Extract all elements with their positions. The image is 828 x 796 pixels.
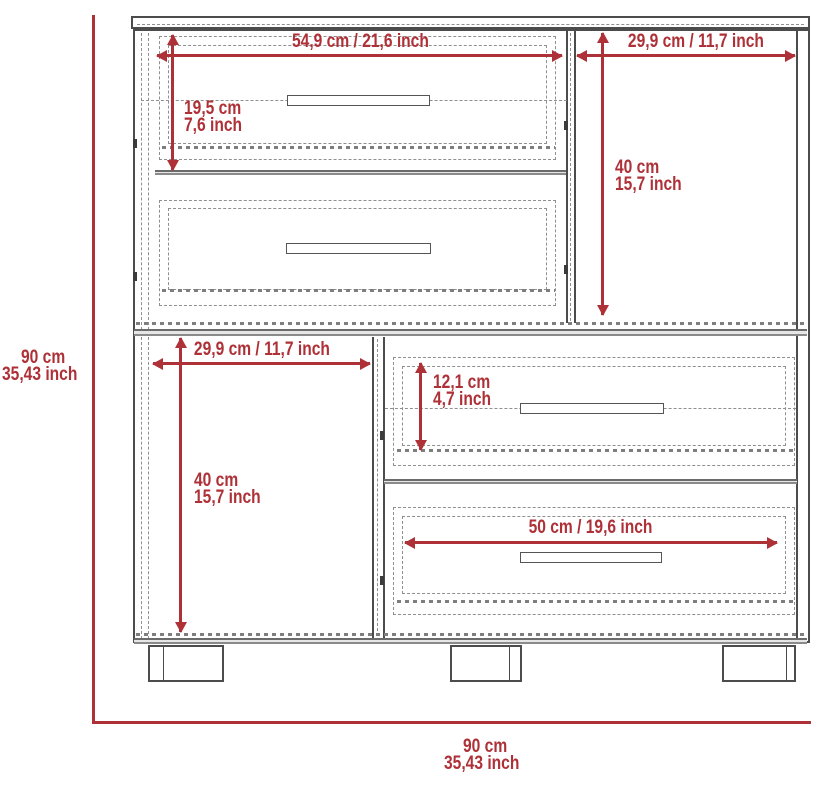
cam-lock-mark xyxy=(380,431,384,440)
drawer-top-left-1-bottom-dashed-edge xyxy=(162,146,555,149)
cabinet-top-panel xyxy=(131,16,810,29)
drawer-handle xyxy=(286,243,431,254)
dimension-arrow-top-right-compartment-height xyxy=(601,33,604,315)
top-left-drawer-width-label: 54,9 cm / 21,6 inch xyxy=(291,31,429,52)
bottom-right-bottom-drawer-width-label: 50 cm / 19,6 inch xyxy=(529,517,653,538)
right-panel-inner-line xyxy=(796,29,798,643)
drawer-bottom-right-1-bottom-dashed-edge xyxy=(397,449,794,452)
overall-width-extent-line xyxy=(92,721,811,724)
cam-lock-mark xyxy=(564,265,568,274)
base-panel xyxy=(134,638,807,644)
top-right-compartment-height-label: 40 cm 15,7 inch xyxy=(615,157,682,195)
drawer-top-left-2-bottom-dashed-edge xyxy=(162,289,555,292)
bottom-divider-panel-line xyxy=(372,337,374,643)
cam-lock-mark xyxy=(133,272,137,281)
top-divider-dashed-line xyxy=(570,33,571,321)
dimension-arrow-bottom-right-top-drawer-height xyxy=(419,363,422,450)
middle-shelf xyxy=(134,329,807,336)
base-dashed-edge xyxy=(136,633,806,636)
left-panel-dashed-line xyxy=(141,33,142,639)
dimension-arrow-bottom-right-bottom-drawer-width xyxy=(405,541,777,544)
dimension-arrow-top-right-compartment-width xyxy=(577,54,795,57)
bottom-divider-dashed-line xyxy=(377,339,378,641)
overall-width-label: 90 cm 35,43 inch xyxy=(444,736,520,774)
top-divider-panel-line xyxy=(566,29,568,323)
bottom-left-compartment-height-label: 40 cm 15,7 inch xyxy=(194,470,261,508)
drawer-separator xyxy=(155,170,566,175)
cabinet-foot-right-edge-line xyxy=(786,647,787,680)
cabinet-foot-left-edge-line xyxy=(163,647,164,680)
drawer-bottom-right-2-bottom-dashed-edge xyxy=(397,600,794,603)
dimension-arrow-top-left-drawer-width xyxy=(157,54,562,57)
cabinet-foot-right xyxy=(722,645,796,682)
top-right-compartment-width-label: 29,9 cm / 11,7 inch xyxy=(628,31,764,52)
cam-lock-mark xyxy=(133,139,137,148)
cabinet-foot-left xyxy=(148,645,224,682)
cabinet-foot-middle xyxy=(450,645,522,682)
drawer-handle xyxy=(520,403,664,414)
middle-shelf-dashed-edge xyxy=(136,322,806,325)
overall-height-label: 90 cm 35,43 inch xyxy=(2,347,78,385)
cam-lock-mark xyxy=(380,576,384,585)
top-panel-dashed-edge xyxy=(137,24,804,25)
dimension-arrow-bottom-left-compartment-height xyxy=(179,338,182,632)
dimension-arrow-top-left-drawer-height xyxy=(171,35,174,170)
drawer-handle xyxy=(287,95,430,106)
cabinet-foot-middle-edge-line xyxy=(509,647,510,680)
drawer-handle xyxy=(520,552,662,563)
bottom-left-compartment-width-label: 29,9 cm / 11,7 inch xyxy=(194,339,330,360)
top-left-drawer-height-label: 19,5 cm 7,6 inch xyxy=(184,98,243,136)
cam-lock-mark xyxy=(564,121,568,130)
drawer-separator xyxy=(384,479,797,484)
bottom-divider-panel-line xyxy=(383,337,385,643)
bottom-right-top-drawer-height-label: 12,1 cm 4,7 inch xyxy=(433,372,492,410)
top-divider-panel-line xyxy=(574,29,576,323)
left-panel-dashed-line xyxy=(148,33,149,639)
dimension-arrow-bottom-left-compartment-width xyxy=(153,362,370,365)
